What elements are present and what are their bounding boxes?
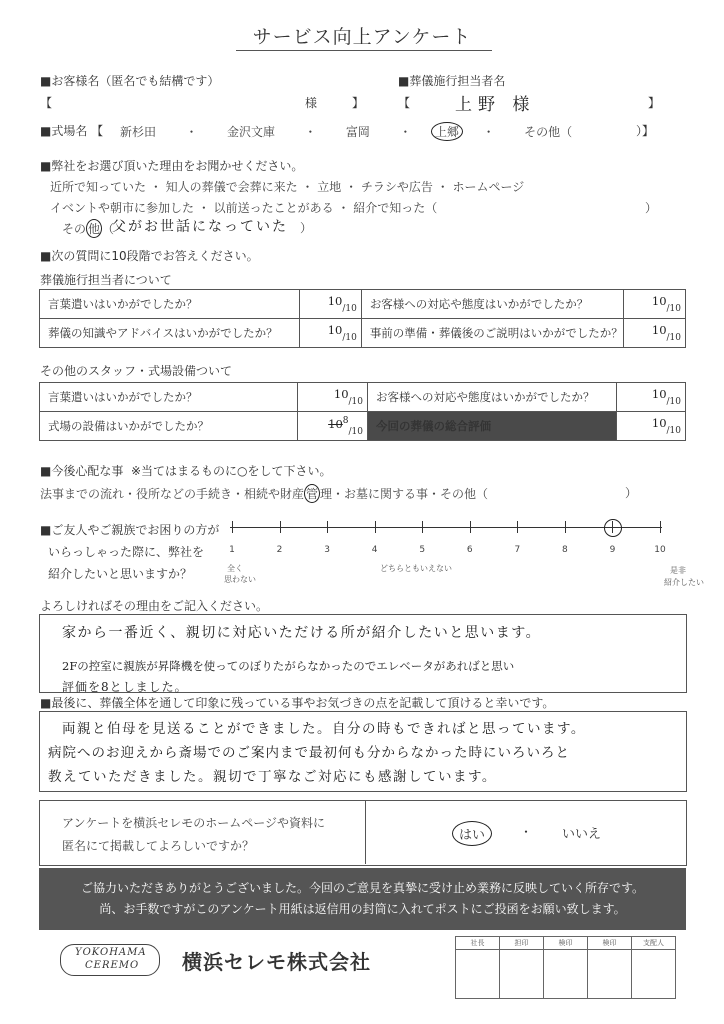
reason-other-close: ） bbox=[300, 221, 313, 235]
reason-text-line3: 評価を8としました。 bbox=[62, 680, 188, 694]
reason-other[interactable] bbox=[62, 219, 114, 238]
stamp-header-row bbox=[456, 937, 676, 950]
concerns-note: ※当てはまるものに○をして下さい。 bbox=[130, 464, 332, 478]
company-logo bbox=[60, 944, 160, 976]
score-value: 10 bbox=[327, 294, 343, 308]
comments-label: ■最後に、葬儀全体を通して印象に残っている事やお気づきの点を記載して頂けると幸いです。 bbox=[40, 696, 555, 710]
scale-number: 3 bbox=[324, 545, 330, 555]
overall-rating-label: 今回の葬儀の総合評価 bbox=[368, 412, 617, 441]
staff-bracket-close: 】 bbox=[648, 96, 661, 110]
comments-line2: 病院へのお迎えから斎場でのご案内まで最初何も分からなかった時にいろいろと bbox=[48, 745, 570, 761]
comments-line1: 両親と伯母を見送ることができました。自分の時もできればと思っています。 bbox=[62, 721, 586, 737]
stamp-header: 検印 bbox=[588, 937, 632, 950]
stamp-box-row bbox=[456, 950, 676, 999]
scale-number: 5 bbox=[419, 545, 426, 555]
score-denominator: /10 bbox=[348, 426, 363, 437]
score-cell[interactable] bbox=[298, 383, 368, 412]
reason-label: ■弊社をお選び頂いた理由をお聞かせください。 bbox=[40, 159, 304, 173]
logo-text-2: CEREMO bbox=[85, 960, 140, 971]
publish-yes-option[interactable]: はい bbox=[452, 821, 492, 846]
publish-no-option[interactable]: いいえ bbox=[562, 827, 602, 842]
table-row bbox=[40, 383, 686, 412]
staff-rating-table bbox=[39, 289, 686, 348]
table-row bbox=[40, 412, 686, 441]
publish-divider bbox=[365, 800, 366, 864]
scale-left-label-2: 思わない bbox=[224, 575, 256, 584]
question: 言葉遣いはいかがでしたか？ bbox=[40, 290, 300, 319]
concerns-options-b: 理・お墓に関する事・その他（ bbox=[320, 487, 489, 501]
scale-number: 10 bbox=[654, 545, 666, 555]
staff-bracket-open: 【 bbox=[398, 96, 411, 110]
scale-tick[interactable] bbox=[280, 521, 281, 533]
scale-number: 4 bbox=[371, 545, 378, 555]
title-underline bbox=[236, 50, 492, 51]
separator: ・ bbox=[185, 125, 198, 139]
score-denominator: /10 bbox=[666, 397, 681, 407]
separator: ・ bbox=[399, 125, 412, 139]
scale-number: 8 bbox=[562, 545, 568, 555]
concerns-close: ） bbox=[625, 486, 638, 500]
publish-question-line1: アンケートを横浜セレモのホームページや資料に bbox=[62, 816, 326, 830]
venue-close: ）】 bbox=[636, 124, 655, 138]
score-value: 10 bbox=[651, 323, 667, 337]
score-denominator: /10 bbox=[666, 426, 681, 436]
reason-other-circled: 他 bbox=[86, 219, 102, 238]
reason-other-prefix: その bbox=[62, 222, 87, 236]
stamp-box[interactable] bbox=[500, 950, 544, 999]
scale-number: 9 bbox=[609, 545, 616, 555]
scale-tick[interactable] bbox=[375, 521, 376, 533]
table-row bbox=[40, 319, 686, 348]
other-section-heading: その他のスタッフ・式場設備ついて bbox=[40, 364, 233, 378]
banner-line1: ご協力いただきありがとうございました。今回のご意見を真摯に受け止め業務に反映していく所存です。 bbox=[80, 881, 645, 895]
stamp-box[interactable] bbox=[456, 950, 500, 999]
recommend-q-line2: いらっしゃった際に、弊社を bbox=[48, 545, 205, 559]
company-name: 横浜セレモ株式会社 bbox=[182, 950, 371, 974]
scale-number: 6 bbox=[466, 545, 473, 555]
question: 葬儀の知識やアドバイスはいかがでしたか？ bbox=[40, 319, 300, 348]
venue-label: ■式場名 【 bbox=[40, 124, 104, 138]
score-value: 10 bbox=[651, 294, 667, 308]
concerns-options[interactable] bbox=[40, 484, 488, 503]
stamp-header: 社長 bbox=[456, 937, 500, 950]
separator: ・ bbox=[482, 125, 495, 139]
logo-text-1: YOKOHAMA bbox=[75, 947, 147, 958]
table-row bbox=[40, 290, 686, 319]
concerns-label bbox=[40, 462, 332, 479]
recommend-q-line1: ■ご友人やご親族でお困りの方が bbox=[40, 523, 220, 537]
scale-selected-circle bbox=[604, 519, 622, 537]
reason-close: ） bbox=[645, 201, 658, 215]
venue-option[interactable]: 富岡 bbox=[345, 125, 370, 139]
score-cell[interactable] bbox=[623, 319, 685, 348]
stamp-header: 検印 bbox=[544, 937, 588, 950]
other-rating-table bbox=[39, 382, 686, 441]
score-cell[interactable] bbox=[299, 319, 361, 348]
scale-tick[interactable] bbox=[470, 521, 471, 533]
score-denominator: /10 bbox=[666, 304, 681, 314]
concerns-options-a: 法事までの流れ・役所などの手続き・相続や財産 bbox=[40, 487, 305, 501]
reason-options-line2[interactable]: イベントや朝市に参加した ・ 以前送ったことがある ・ 紹介で知った（ bbox=[50, 201, 438, 215]
separator: ・ bbox=[520, 825, 533, 839]
score-struck-value: 10 bbox=[328, 416, 343, 431]
staff-name-value[interactable]: 上野 様 bbox=[455, 95, 536, 115]
recommend-scale-line bbox=[230, 527, 662, 528]
recommend-q-line3: 紹介したいと思いますか？ bbox=[48, 567, 193, 581]
scale-tick[interactable] bbox=[660, 521, 661, 533]
customer-name-label: ■お客様名（匿名でも結構です） bbox=[40, 74, 220, 88]
reason-text-line1: 家から一番近く、親切に対応いただける所が紹介したいと思います。 bbox=[62, 625, 542, 641]
scale-tick[interactable] bbox=[327, 521, 328, 533]
stamp-box[interactable] bbox=[632, 950, 676, 999]
concerns-label-text: ■今後心配な事 bbox=[40, 464, 124, 478]
reason-text-label: よろしければその理由をご記入ください。 bbox=[40, 599, 269, 613]
question: お客様への対応や態度はいかがでしたか？ bbox=[368, 383, 617, 412]
scale-right-label-2: 紹介したい bbox=[664, 578, 704, 587]
venue-option-selected[interactable]: 上郷 bbox=[431, 122, 463, 141]
comments-line3: 教えていただきました。親切で丁寧なご対応にも感謝しています。 bbox=[48, 769, 497, 785]
score-value: 10 bbox=[651, 387, 667, 401]
venue-options bbox=[120, 122, 572, 141]
question: お客様への対応や態度はいかがでしたか？ bbox=[361, 290, 623, 319]
separator: ・ bbox=[304, 125, 317, 139]
score-cell[interactable] bbox=[616, 383, 685, 412]
customer-bracket-close: 】 bbox=[352, 96, 365, 110]
reason-other-value[interactable]: 父がお世話になっていた bbox=[112, 219, 288, 235]
score-denominator: /10 bbox=[666, 333, 681, 343]
venue-option-other[interactable]: その他（ bbox=[524, 125, 573, 139]
stamp-box[interactable] bbox=[544, 950, 588, 999]
scale-left-label-1: 全く bbox=[227, 564, 243, 573]
concerns-circled: 管 bbox=[304, 484, 320, 503]
stamp-header: 担印 bbox=[500, 937, 544, 950]
venue-option[interactable]: 金沢文庫 bbox=[226, 125, 275, 139]
question: 事前の準備・葬儀後のご説明はいかがでしたか？ bbox=[361, 319, 623, 348]
stamp-box[interactable] bbox=[588, 950, 632, 999]
score-value: 10 bbox=[333, 387, 349, 401]
scale-tick[interactable] bbox=[232, 521, 233, 533]
reason-text-line2: 2Fの控室に親族が昇降機を使ってのぼりたがらなかったのでエレベータがあればと思い bbox=[62, 659, 515, 673]
score-cell[interactable] bbox=[298, 412, 368, 441]
reason-options-line1[interactable]: 近所で知っていた ・ 知人の葬儀で会葬に来た ・ 立地 ・ チラシや広告 ・ ホームページ bbox=[50, 180, 525, 194]
scale-number: 2 bbox=[276, 545, 283, 555]
scale-right-label-1: 是非 bbox=[670, 566, 686, 575]
publish-question-line2: 匿名にて掲載してよろしいですか？ bbox=[62, 839, 255, 853]
score-value: 10 bbox=[651, 416, 667, 430]
scale-tick[interactable] bbox=[422, 521, 423, 533]
scale-mid-label: どちらともいえない bbox=[380, 564, 452, 573]
score-denominator: /10 bbox=[348, 397, 363, 407]
scale-number: 1 bbox=[229, 545, 235, 555]
score-cell[interactable] bbox=[623, 290, 685, 319]
rating-intro: ■次の質問に10段階でお答えください。 bbox=[40, 249, 259, 263]
customer-suffix: 様 bbox=[305, 96, 318, 110]
thank-you-banner bbox=[39, 868, 686, 930]
approval-stamp-table bbox=[455, 936, 676, 999]
score-denominator: /10 bbox=[342, 333, 357, 343]
question: 言葉遣いはいかがでしたか？ bbox=[40, 383, 298, 412]
reason-other-open: （ bbox=[102, 222, 115, 236]
scale-tick[interactable] bbox=[517, 521, 518, 533]
scale-tick[interactable] bbox=[565, 521, 566, 533]
score-cell[interactable] bbox=[299, 290, 361, 319]
score-value: 10 bbox=[327, 323, 343, 337]
question: 式場の設備はいかがでしたか？ bbox=[40, 412, 298, 441]
venue-option[interactable]: 新杉田 bbox=[120, 125, 157, 139]
customer-bracket-open: 【 bbox=[40, 96, 53, 110]
staff-name-label: ■葬儀施行担当者名 bbox=[398, 74, 506, 88]
scale-number: 7 bbox=[514, 545, 521, 555]
staff-section-heading: 葬儀施行担当者について bbox=[40, 273, 172, 287]
banner-line2: 尚、お手数ですがこのアンケート用紙は返信用の封筒に入れてポストにご投函をお願い致します。 bbox=[99, 902, 626, 916]
score-cell[interactable] bbox=[616, 412, 685, 441]
page-title: サービス向上アンケート bbox=[252, 26, 472, 48]
stamp-header: 支配人 bbox=[632, 937, 676, 950]
score-corrected-value: 8 bbox=[342, 415, 349, 426]
score-denominator: /10 bbox=[342, 304, 357, 314]
